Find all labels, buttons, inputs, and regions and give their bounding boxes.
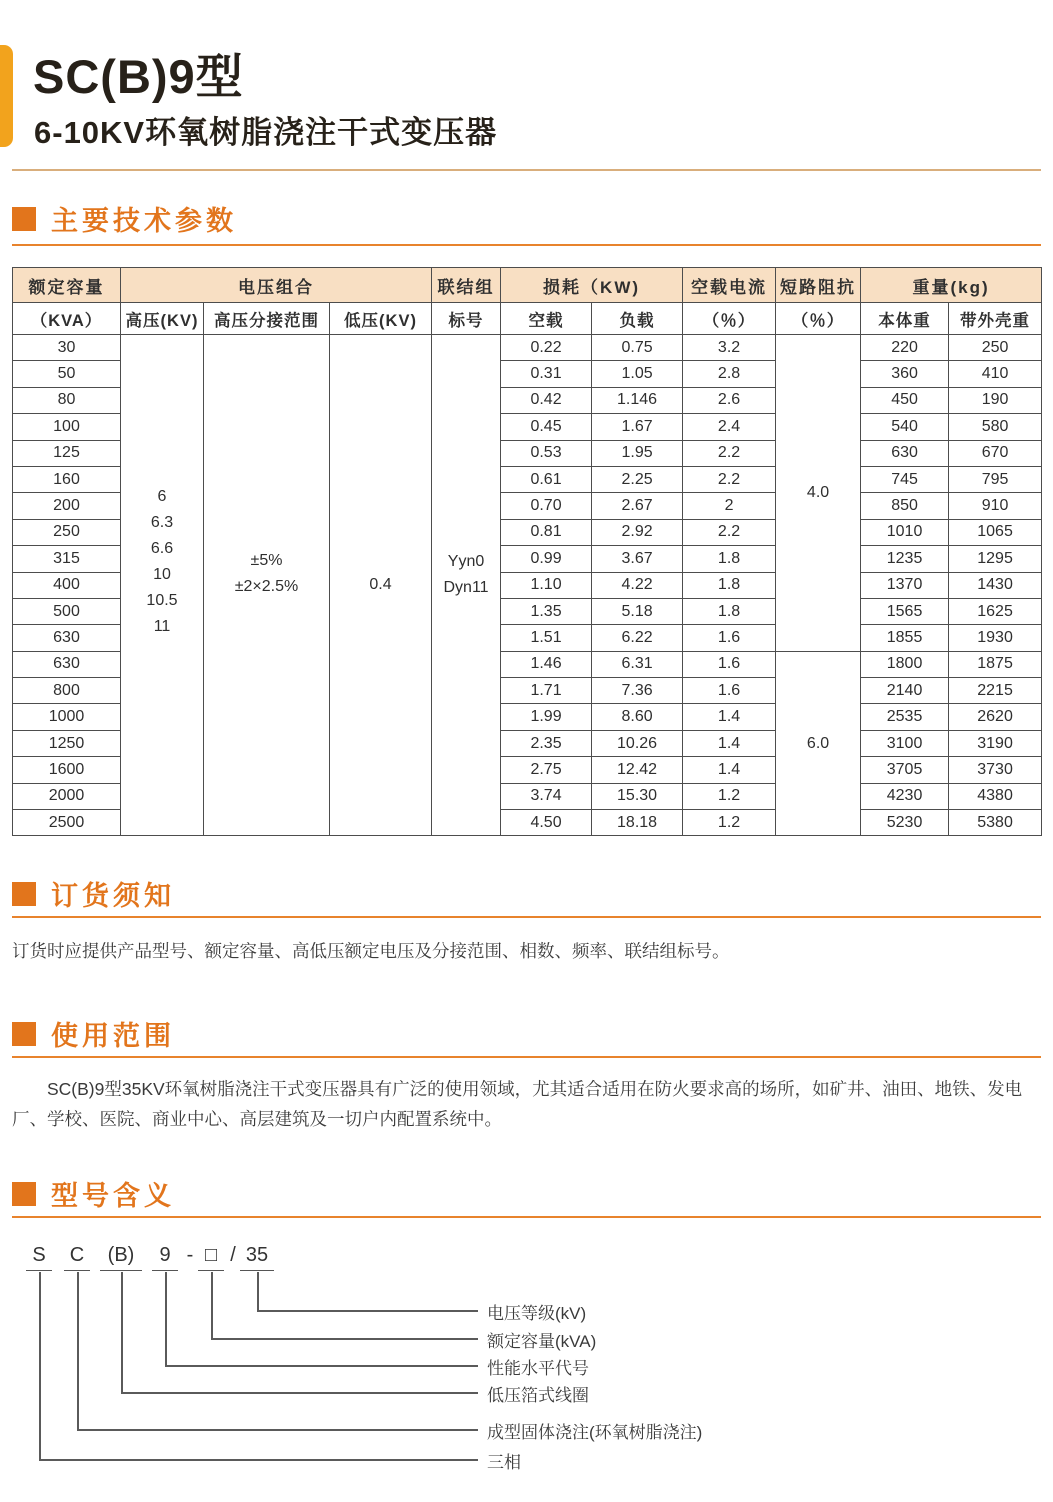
load-loss-cell: 5.18 — [592, 598, 683, 624]
load-loss-cell: 12.42 — [592, 757, 683, 783]
header-vector-group: 联结组 — [432, 268, 501, 303]
noload-loss-cell: 2.75 — [501, 757, 592, 783]
title-divider — [12, 169, 1041, 171]
lv-merged-cell — [330, 335, 432, 836]
merged-cell-line: 10.5 — [146, 592, 178, 610]
noload-loss-cell: 0.99 — [501, 546, 592, 572]
section-divider-tech — [12, 244, 1041, 246]
noload-current-cell: 3.2 — [683, 335, 776, 361]
section-header-model — [12, 1174, 175, 1213]
section-title-model: 型号含义 — [51, 1181, 175, 1211]
connector-hline — [211, 1338, 478, 1340]
noload-current-cell: 2.2 — [683, 466, 776, 492]
noload-loss-cell: 4.50 — [501, 810, 592, 836]
noload-current-cell: 1.8 — [683, 598, 776, 624]
tap-merged-cell — [204, 335, 330, 836]
capacity-cell: 800 — [13, 678, 121, 704]
body-weight-cell: 3705 — [861, 757, 949, 783]
section-header-usage — [12, 1014, 175, 1053]
shell-weight-cell: 1625 — [949, 598, 1042, 624]
noload-loss-cell: 0.31 — [501, 361, 592, 387]
section-bullet-icon — [12, 882, 36, 906]
merged-cell-line: Yyn0 — [447, 553, 485, 571]
load-loss-cell: 6.31 — [592, 651, 683, 677]
load-loss-cell: 18.18 — [592, 810, 683, 836]
noload-loss-cell: 1.51 — [501, 625, 592, 651]
model-code-token: C — [64, 1244, 90, 1271]
noload-current-cell: 1.2 — [683, 783, 776, 809]
section-title-order: 订货须知 — [51, 881, 175, 911]
connector-hline — [165, 1365, 478, 1367]
subheader-tap: 高压分接范围 — [204, 303, 330, 335]
capacity-cell: 250 — [13, 519, 121, 545]
subheader-impedance-pct: （％） — [776, 303, 861, 335]
diagram-label: 低压箔式线圈 — [487, 1386, 589, 1405]
load-loss-cell: 15.30 — [592, 783, 683, 809]
shell-weight-cell: 190 — [949, 387, 1042, 413]
merged-cell-line: 11 — [153, 618, 171, 636]
noload-current-cell: 2 — [683, 493, 776, 519]
subheader-kva: （KVA） — [13, 303, 121, 335]
merged-cell-line: 6.6 — [150, 540, 174, 558]
merged-cell-line: 4.0 — [806, 483, 830, 501]
body-weight-cell: 540 — [861, 414, 949, 440]
connector-vline — [257, 1272, 259, 1310]
capacity-cell: 315 — [13, 546, 121, 572]
capacity-cell: 1600 — [13, 757, 121, 783]
diagram-label: 成型固体浇注(环氧树脂浇注) — [487, 1423, 703, 1442]
subheader-hv: 高压(KV) — [121, 303, 204, 335]
model-code-token: 35 — [240, 1244, 274, 1271]
noload-loss-cell: 1.10 — [501, 572, 592, 598]
model-code-token: - — [186, 1244, 194, 1266]
page-subtitle: 6-10KV环氧树脂浇注干式变压器 — [34, 115, 498, 150]
diagram-label: 三相 — [487, 1453, 521, 1472]
connector-hline — [121, 1392, 478, 1394]
table-row — [13, 335, 1042, 361]
subheader-mark: 标号 — [432, 303, 501, 335]
shell-weight-cell: 5380 — [949, 810, 1042, 836]
shell-weight-cell: 670 — [949, 440, 1042, 466]
load-loss-cell: 1.67 — [592, 414, 683, 440]
noload-current-cell: 2.6 — [683, 387, 776, 413]
impedance-merged-cell — [776, 335, 861, 652]
noload-loss-cell: 0.70 — [501, 493, 592, 519]
noload-current-cell: 2.2 — [683, 519, 776, 545]
body-weight-cell: 3100 — [861, 730, 949, 756]
diagram-label: 电压等级(kV) — [487, 1304, 587, 1323]
shell-weight-cell: 410 — [949, 361, 1042, 387]
model-code-token: 9 — [152, 1244, 178, 1271]
model-code-token: (B) — [100, 1244, 142, 1271]
body-weight-cell: 1370 — [861, 572, 949, 598]
section-title-usage: 使用范围 — [51, 1021, 175, 1051]
body-weight-cell: 2140 — [861, 678, 949, 704]
noload-loss-cell: 1.71 — [501, 678, 592, 704]
merged-cell-line: Dyn11 — [443, 579, 489, 597]
noload-current-cell: 1.4 — [683, 704, 776, 730]
shell-weight-cell: 1295 — [949, 546, 1042, 572]
shell-weight-cell: 4380 — [949, 783, 1042, 809]
noload-current-cell: 1.2 — [683, 810, 776, 836]
load-loss-cell: 2.67 — [592, 493, 683, 519]
capacity-cell: 160 — [13, 466, 121, 492]
noload-current-cell: 2.8 — [683, 361, 776, 387]
capacity-cell: 50 — [13, 361, 121, 387]
shell-weight-cell: 1430 — [949, 572, 1042, 598]
table-header-row-2 — [13, 303, 1042, 335]
section-bullet-icon — [12, 1182, 36, 1206]
section-divider-model — [12, 1216, 1041, 1218]
body-weight-cell: 1800 — [861, 651, 949, 677]
usage-paragraph: SC(B)9型35KV环氧树脂浇注干式变压器具有广泛的使用领域，尤其适合适用在防火要求高的场所，如矿井、油田、地铁、发电厂、学校、医院、商业中心、高层建筑及一切户内配置系统中。 — [12, 1079, 1023, 1129]
body-weight-cell: 5230 — [861, 810, 949, 836]
load-loss-cell: 10.26 — [592, 730, 683, 756]
header-impedance: 短路阻抗 — [776, 268, 861, 303]
noload-current-cell: 1.8 — [683, 546, 776, 572]
capacity-cell: 1250 — [13, 730, 121, 756]
shell-weight-cell: 1930 — [949, 625, 1042, 651]
connector-vline — [211, 1272, 213, 1338]
shell-weight-cell: 3730 — [949, 757, 1042, 783]
noload-loss-cell: 0.45 — [501, 414, 592, 440]
connector-vline — [165, 1272, 167, 1365]
merged-cell-line: 6.0 — [806, 734, 830, 752]
capacity-cell: 400 — [13, 572, 121, 598]
load-loss-cell: 6.22 — [592, 625, 683, 651]
noload-current-cell: 1.6 — [683, 678, 776, 704]
noload-current-cell: 1.4 — [683, 757, 776, 783]
subheader-current-pct: （％） — [683, 303, 776, 335]
section-header-tech — [12, 199, 237, 238]
noload-loss-cell: 1.46 — [501, 651, 592, 677]
diagram-label: 额定容量(kVA) — [487, 1332, 597, 1351]
header-loss: 损耗（KW) — [501, 268, 683, 303]
body-weight-cell: 360 — [861, 361, 949, 387]
shell-weight-cell: 910 — [949, 493, 1042, 519]
body-weight-cell: 630 — [861, 440, 949, 466]
merged-cell-line: 6.3 — [150, 514, 174, 532]
merged-cell-line: 0.4 — [369, 576, 392, 594]
order-paragraph: 订货时应提供产品型号、额定容量、高低压额定电压及分接范围、相数、频率、联结组标号。 — [12, 941, 730, 961]
table-body — [13, 335, 1042, 836]
header-weight: 重量(kg) — [861, 268, 1042, 303]
noload-current-cell: 2.2 — [683, 440, 776, 466]
model-code-token: / — [230, 1244, 236, 1266]
capacity-cell: 1000 — [13, 704, 121, 730]
body-weight-cell: 450 — [861, 387, 949, 413]
body-weight-cell: 1855 — [861, 625, 949, 651]
noload-loss-cell: 0.42 — [501, 387, 592, 413]
capacity-cell: 630 — [13, 651, 121, 677]
connector-hline — [39, 1459, 478, 1461]
shell-weight-cell: 580 — [949, 414, 1042, 440]
section-title-tech: 主要技术参数 — [51, 206, 237, 236]
header-capacity: 额定容量 — [13, 268, 121, 303]
impedance-merged-cell — [776, 651, 861, 836]
header-noload-current: 空载电流 — [683, 268, 776, 303]
capacity-cell: 30 — [13, 335, 121, 361]
noload-current-cell: 1.6 — [683, 651, 776, 677]
subheader-shell-weight: 带外壳重 — [949, 303, 1042, 335]
capacity-cell: 630 — [13, 625, 121, 651]
section-divider-usage — [12, 1056, 1041, 1058]
shell-weight-cell: 250 — [949, 335, 1042, 361]
body-weight-cell: 1565 — [861, 598, 949, 624]
merged-cell-line: ±5% — [250, 552, 283, 570]
noload-loss-cell: 2.35 — [501, 730, 592, 756]
title-accent-bar — [0, 45, 13, 147]
model-code-token: S — [26, 1244, 52, 1271]
connector-hline — [77, 1429, 478, 1431]
model-code-token: □ — [198, 1244, 224, 1271]
noload-current-cell: 1.4 — [683, 730, 776, 756]
shell-weight-cell: 2620 — [949, 704, 1042, 730]
load-loss-cell: 1.146 — [592, 387, 683, 413]
noload-loss-cell: 3.74 — [501, 783, 592, 809]
noload-current-cell: 2.4 — [683, 414, 776, 440]
section-divider-order — [12, 916, 1041, 918]
body-weight-cell: 1235 — [861, 546, 949, 572]
noload-loss-cell: 0.22 — [501, 335, 592, 361]
load-loss-cell: 1.05 — [592, 361, 683, 387]
body-weight-cell: 1010 — [861, 519, 949, 545]
noload-loss-cell: 0.81 — [501, 519, 592, 545]
noload-current-cell: 1.8 — [683, 572, 776, 598]
subheader-noload-loss: 空载 — [501, 303, 592, 335]
connector-vline — [121, 1272, 123, 1392]
subheader-lv: 低压(KV) — [330, 303, 432, 335]
noload-loss-cell: 1.99 — [501, 704, 592, 730]
load-loss-cell: 1.95 — [592, 440, 683, 466]
connector-hline — [257, 1310, 478, 1312]
noload-loss-cell: 0.53 — [501, 440, 592, 466]
diagram-label: 性能水平代号 — [487, 1359, 589, 1378]
header-voltage-combo: 电压组合 — [121, 268, 432, 303]
load-loss-cell: 7.36 — [592, 678, 683, 704]
page-title: SC(B)9型 — [33, 50, 244, 103]
body-weight-cell: 4230 — [861, 783, 949, 809]
table-header-row-1 — [13, 268, 1042, 303]
load-loss-cell: 8.60 — [592, 704, 683, 730]
connector-vline — [39, 1272, 41, 1459]
load-loss-cell: 4.22 — [592, 572, 683, 598]
load-loss-cell: 0.75 — [592, 335, 683, 361]
shell-weight-cell: 1875 — [949, 651, 1042, 677]
body-weight-cell: 745 — [861, 466, 949, 492]
section-header-order — [12, 874, 175, 913]
body-weight-cell: 850 — [861, 493, 949, 519]
noload-current-cell: 1.6 — [683, 625, 776, 651]
capacity-cell: 125 — [13, 440, 121, 466]
load-loss-cell: 3.67 — [592, 546, 683, 572]
noload-loss-cell: 0.61 — [501, 466, 592, 492]
hv-merged-cell — [121, 335, 204, 836]
subheader-load-loss: 负载 — [592, 303, 683, 335]
capacity-cell: 200 — [13, 493, 121, 519]
section-bullet-icon — [12, 1022, 36, 1046]
section-bullet-icon — [12, 207, 36, 231]
connector-vline — [77, 1272, 79, 1429]
body-weight-cell: 220 — [861, 335, 949, 361]
load-loss-cell: 2.25 — [592, 466, 683, 492]
capacity-cell: 80 — [13, 387, 121, 413]
load-loss-cell: 2.92 — [592, 519, 683, 545]
capacity-cell: 500 — [13, 598, 121, 624]
shell-weight-cell: 2215 — [949, 678, 1042, 704]
subheader-body-weight: 本体重 — [861, 303, 949, 335]
spec-table — [12, 267, 1042, 836]
capacity-cell: 100 — [13, 414, 121, 440]
body-weight-cell: 2535 — [861, 704, 949, 730]
shell-weight-cell: 795 — [949, 466, 1042, 492]
capacity-cell: 2500 — [13, 810, 121, 836]
merged-cell-line: 6 — [157, 488, 167, 506]
capacity-cell: 2000 — [13, 783, 121, 809]
vector-merged-cell — [432, 335, 501, 836]
merged-cell-line: 10 — [153, 566, 171, 584]
shell-weight-cell: 1065 — [949, 519, 1042, 545]
noload-loss-cell: 1.35 — [501, 598, 592, 624]
shell-weight-cell: 3190 — [949, 730, 1042, 756]
merged-cell-line: ±2×2.5% — [234, 578, 299, 596]
